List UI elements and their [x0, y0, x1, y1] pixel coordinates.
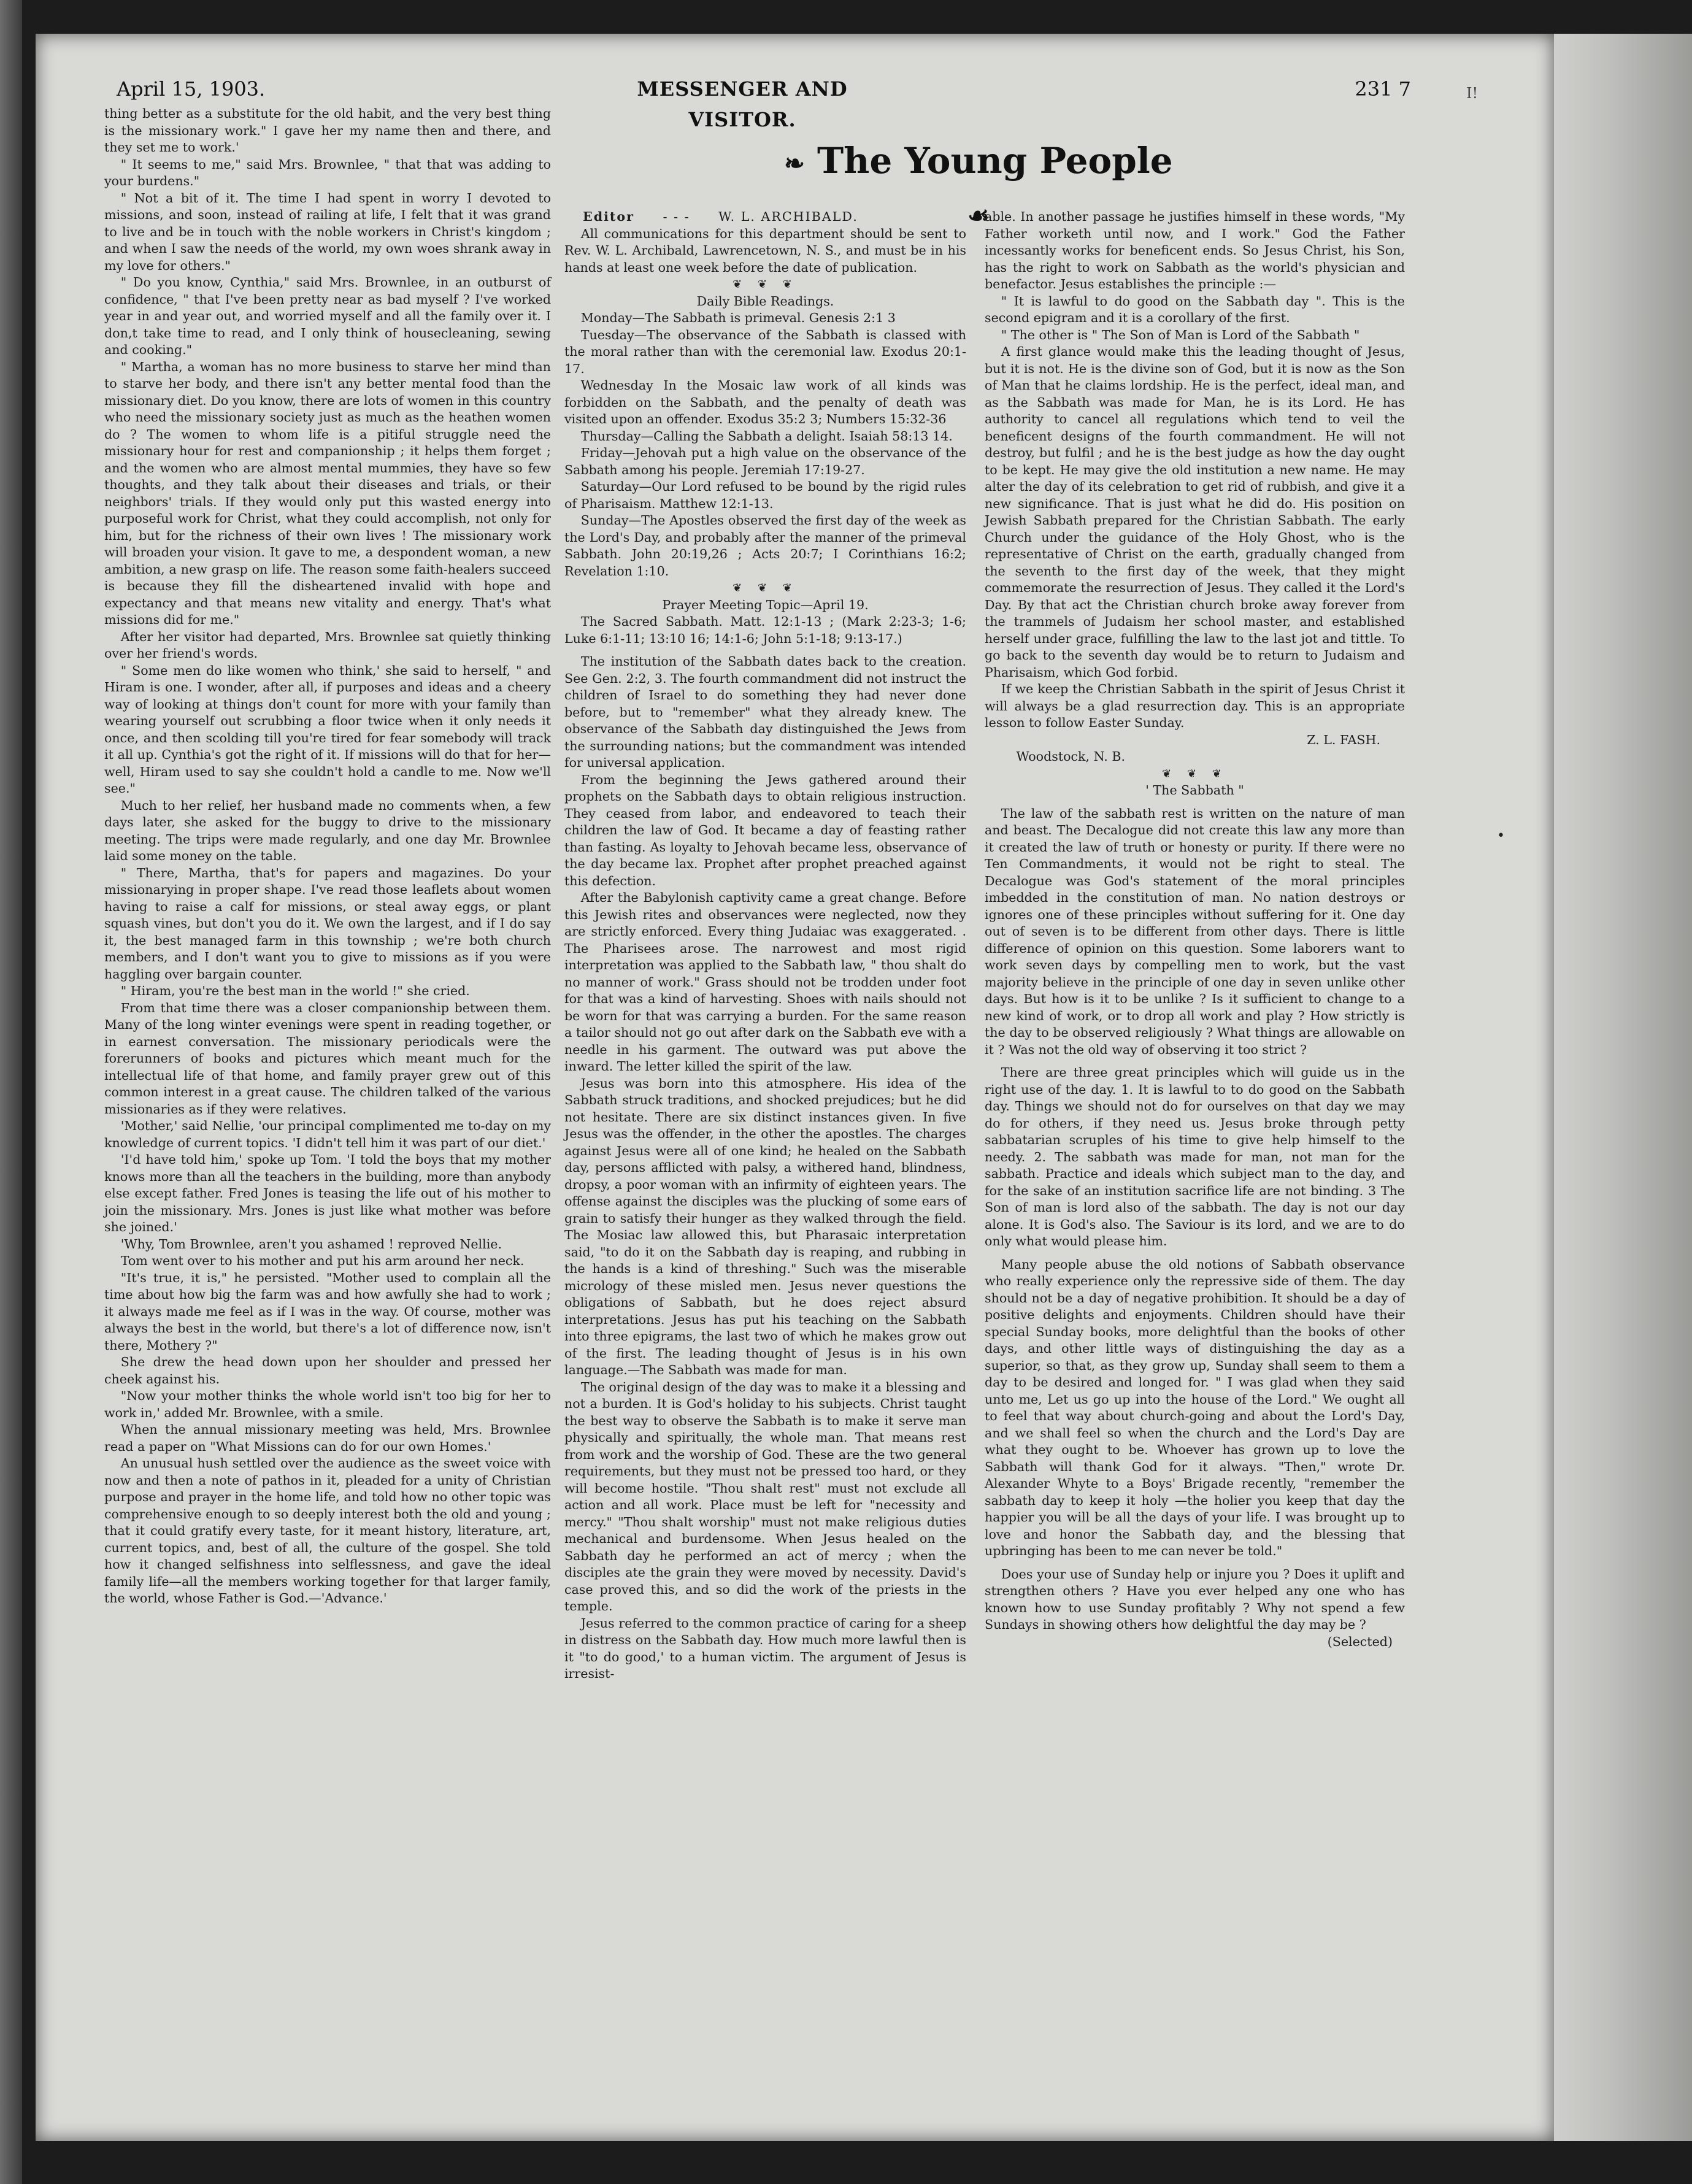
daily-reading-item: Monday—The Sabbath is primeval. Genesis 2:1 3 — [580, 310, 896, 325]
dingbat-divider: ❦ ❦ ❦ — [1162, 767, 1228, 780]
story-paragraph: Much to her relief, her husband made no comments when, a few days later, she asked for the buggy to drive to the missionary meeting. The trips were made regularly, and one day Mr. Brownlee laid some money on the table. — [104, 798, 551, 863]
editor-name: W. L. ARCHIBALD. — [718, 209, 858, 224]
story-paragraph: " Martha, a woman has no more business to starve her mind than to starve her body, and there isn't any better mental food than the missionary diet. Do you know, there are lots of women in this country who need the missionary society just as much as the heathen women do ? The women to whom life is a pitiful struggle need the missionary hour for rest and companionship ; it helps them forget ; and the women who are almost mental mummies, they have so few thoughts, and they talk about their diseases and trials, or their neighbors' trials. If they would only put this wasted energy into purposeful work for Christ, what they could accomplish, not only for him, but for the richness of their own lives ! The missionary work will broaden your vision. It gave to me, a despondent woman, a new ambition, a new grasp on life. The reason some faith-healers succeed is because they fill the disheartened invalid with hope and expectancy and that means new vitality and energy. That's what missions did for me." — [104, 359, 551, 627]
fleuron-right-icon: ☙ — [967, 201, 990, 230]
column-2 — [564, 209, 966, 1683]
prayer-meeting-title: Prayer Meeting Topic—April 19. — [662, 597, 869, 612]
editor-label: Editor — [583, 209, 635, 224]
daily-reading-item: Saturday—Our Lord refused to be bound by the rigid rules of Pharisaism. Matthew 12:1-13. — [564, 479, 966, 511]
article-paragraph: able. In another passage he justifies himself in these words, "My Father worketh until now, and I work." God the Father incessantly works for beneficent ends. So Jesus Christ, his Son, has the right to work on Sabbath as the world's physician and benefactor. Jesus establishes the principle :— — [985, 209, 1405, 291]
daily-reading-item: Wednesday In the Mosaic law work of all kinds was forbidden on the Sabbath, and the penalty of death was visited upon an offender. Exodus 35:2 3; Numbers 15:32-36 — [564, 378, 966, 426]
story-paragraph: 'I'd have told him,' spoke up Tom. 'I told the boys that my mother knows more than all the teachers in the building, more than anybody else except father. Fred Jones is teasing the life out of his mother to join the missionary. Mrs. Jones is just like what mother was before she joined.' — [104, 1152, 551, 1234]
story-paragraph: thing better as a substitute for the old habit, and the very best thing is the missionary work." I gave her my name then and there, and they set me to work.' — [104, 106, 551, 155]
daily-readings-title: Daily Bible Readings. — [696, 293, 834, 309]
article-paragraph: The law of the sabbath rest is written on the nature of man and beast. The Decalogue did not create this law any more than it created the law of truth or honesty or purity. If there were no Ten Commandments, it would not be right to steal. The Decalogue was God's statement of the moral principles imbedded in the constitution of man. No nation destroys or ignores one of these principles without suffering for it. One day out of seven is to be different from other days. There is little difference of opinion on this question. Some laborers want to work seven days by compelling men to work, but the vast majority believe in the principle of one day in seven unlike other days. But how is it to be unlike ? Is it sufficient to change to a new kind of work, or to drop all work and play ? How strictly is the day to be observed religiously ? What things are allowable on it ? Was not the old way of observing it too strict ? — [985, 806, 1405, 1057]
scan-left-edge — [0, 0, 22, 2184]
section-title-text: The Young People — [817, 140, 1173, 182]
story-paragraph: " Some men do like women who think,' she said to herself, " and Hiram is one. I wonder, after all, if purposes and ideas and a cheery way of looking at things don't count for more with your family than wearing yourself out scrubbing a floor twice when it only needs it once, and then scolding till you're tired for fear somebody will track it all up. Cynthia's got the right of it. If missions will do that for her—well, Hiram used to say she couldn't hold a candle to me. Now we'll see." — [104, 663, 551, 796]
story-paragraph: When the annual missionary meeting was held, Mrs. Brownlee read a paper on "What Missions can do for our own Homes.' — [104, 1422, 551, 1454]
article-paragraph: The institution of the Sabbath dates back to the creation. See Gen. 2:2, 3. The fourth commandment did not instruct the children of Israel to do something they had never done before, but to "remember" what they already knew. The observance of the Sabbath day distinguished the Jews from the surrounding nations; but the commandment was intended for universal application. — [564, 654, 966, 770]
daily-reading-item: Sunday—The Apostles observed the first day of the week as the Lord's Day, and probably after the manner of the primeval Sabbath. John 20:19,26 ; Acts 20:7; I Corinthians 16:2; Revelation 1:10. — [564, 513, 966, 579]
page-right-edge — [1554, 34, 1692, 2141]
header-masthead: MESSENGER AND VISITOR. — [637, 77, 848, 131]
editor-note: All communications for this department should be sent to Rev. W. L. Archibald, Lawrencetown, N. S., and must be in his hands at least one week before the date of publication. — [564, 226, 966, 275]
story-paragraph: " Hiram, you're the best man in the world !" she cried. — [120, 983, 470, 998]
story-paragraph: From that time there was a closer companionship between them. Many of the long winter evenings were spent in reading together, or in earnest conversation. The missionary periodicals were the forerunners of books and pictures which meant much for the intellectual life of that home, and family prayer grew out of this common interest in a great cause. The children talked of the various missionaries as if they were relatives. — [104, 1000, 551, 1117]
dingbat-divider: ❦ ❦ ❦ — [733, 582, 798, 594]
article-paragraph: Jesus was born into this atmosphere. His idea of the Sabbath struck traditions, and shocked prejudices; but he did not hesitate. There are six distinct instances given. In five Jesus was the offender, in the other the apostles. The charges against Jesus were all of one kind; he healed on the Sabbath day, persons afflicted with palsy, a withered hand, blindness, dropsy, a poor woman with an infirmity of eighteen years. The offense against the disciples was the plucking of some ears of grain to satisfy their hunger as they walked through the field. The Mosiac law allowed this, but Pharasaic interpretation said, "to do it on the Sabbath day is reaping, and rubbing in the hands is a kind of threshing." Such was the miserable micrology of these misled men. Jesus never questions the obligations of Sabbath, but he does reject absurd interpretations. Jesus has put his teaching on the Sabbath into three epigrams, the last two of which he makes grow out of the first. The leading thought of Jesus is in his own language.—The Sabbath was made for man. — [564, 1075, 966, 1377]
article-paragraph: Many people abuse the old notions of Sabbath observance who really experience only the repressive side of them. The day should not be a day of negative prohibition. It should be a day of positive delights and enjoyments. Children should have their special Sunday books, more delightful than the books of other days, and other little ways of distinguishing the day as a superior, so that, as they grow up, Sunday shall seem to them a day to be desired and longed for. " I was glad when they said unto me, Let us go up into the house of the Lord." We ought all to feel that way about church-going and about the Lord's Day, and we shall feel so when the church and the Lord's Day are what they ought to be. Whoever has grown up to love the Sabbath will thank God for it always. "Then," wrote Dr. Alexander Whyte to a Boys' Brigade recently, "remember the sabbath day to keep it holy —the holier you keep that day the happier you will be all the days of your life. I was brought up to love and honor the Sabbath day, and the blessing that upbringing has been to me can never be told." — [985, 1256, 1405, 1558]
prayer-meeting-topic: The Sacred Sabbath. Matt. 12:1-13 ; (Mark 2:23-3; 1-6; Luke 6:1-11; 13:10 16; 14:1-6; John 5:1-18; 9:13-17.) — [564, 614, 966, 646]
story-paragraph: 'Mother,' said Nellie, 'our principal complimented me to-day on my knowledge of current topics. 'I didn't tell him it was part of our diet.' — [104, 1118, 551, 1150]
header-date: April 15, 1903. — [117, 77, 266, 101]
article-paragraph: Does your use of Sunday help or injure you ? Does it uplift and strengthen others ? Have you ever helped any one who has known how to use Sunday profitably ? Why not spend a few Sundays in showing others how delightful the day may be ? — [985, 1566, 1405, 1632]
daily-reading-item: Tuesday—The observance of the Sabbath is classed with the moral rather than with the ceremonial law. Exodus 20:1-17. — [564, 327, 966, 376]
story-paragraph: " Not a bit of it. The time I had spent in worry I devoted to missions, and soon, instead of railing at life, I felt that it was grand to live and be in touch with the noble workers in Christ's kingdom ; and when I saw the needs of the world, my own woes shrank away in my love for others." — [104, 190, 551, 273]
article-signature: Z. L. FASH. — [1307, 732, 1380, 747]
story-paragraph: Tom went over to his mother and put his arm around her neck. — [120, 1253, 525, 1268]
margin-mark: I! — [1466, 85, 1479, 102]
article-paragraph: There are three great principles which will guide us in the right use of the day. 1. It is lawful to to do good on the Sabbath day. Things we should not do for ourselves on that day we may do for others, if they need us. Jesus broke through petty sabbatarian scruples of his time to give help himself to the needy. 2. The sabbath was made for man, not man for the sabbath. Practice and ideals which subject man to the day, and for the sake of an institution sacrifice life are not binding. 3 The Son of man is lord also of the sabbath. The day is not our day alone. It is God's also. The Saviour is its lord, and we are to do only what would please him. — [985, 1065, 1405, 1248]
daily-reading-item: Friday—Jehovah put a high value on the observance of the Sabbath among his people. Jeremiah 17:19-27. — [564, 445, 966, 477]
selected-credit: (Selected) — [1327, 1634, 1393, 1649]
article-paragraph: " It is lawful to do good on the Sabbath day ". This is the second epigram and it is a corollary of the first. — [985, 293, 1405, 325]
story-paragraph: "It's true, it is," he persisted. "Mother used to complain all the time about how big the farm was and how awfully she had to work ; it always made me feel as if I was in the way. Of course, mother was always the best in the world, but there's a lot of difference now, isn't there, Mothery ?" — [104, 1270, 551, 1353]
story-paragraph: An unusual hush settled over the audience as the sweet voice with now and then a note of pathos in it, pleaded for a unity of Christian purpose and prayer in the home life, and told how no other topic was comprehensive enough to so deeply interest both the old and young ; that it could gratify every taste, for it meant history, literature, art, current topics, and, best of all, the culture of the gospel. She told how it changed selfishness into selflessness, and gave the ideal family life—all the members working together for that larger family, the world, whose Father is God.—'Advance.' — [104, 1456, 551, 1605]
header-page-number: 231 7 — [1355, 77, 1411, 101]
article-paragraph: From the beginning the Jews gathered around their prophets on the Sabbath days to obtain religious instruction. They ceased from labor, and endeavored to teach their children the law of God. It became a day of feasting rather than fasting. As loyalty to Jehovah became less, observance of the day became lax. Prophet after prophet preached against this defection. — [564, 772, 966, 888]
dingbat-divider: ❦ ❦ ❦ — [733, 278, 798, 291]
article-2-title: ' The Sabbath " — [1145, 783, 1244, 798]
article-paragraph: After the Babylonish captivity came a great change. Before this Jewish rites and observances were neglected, now they are strictly enforced. Every thing Judaiac was exaggerated. . The Pharisees arose. The narrowest and most rigid interpretation was applied to the Sabbath law, " thou shalt do no manner of work." Grass should not be trodden under foot for that was a kind of harvesting. Shoes with nails should not be worn for that was carrying a burden. For the same reason a tailor should not go out after dark on the Sabbath eve with a needle in his garment. The outward was put above the inward. The letter killed the spirit of the law. — [564, 890, 966, 1074]
daily-readings-list — [564, 310, 966, 580]
article-paragraph: If we keep the Christian Sabbath in the spirit of Jesus Christ it will always be a glad resurrection day. This is an appropriate lesson to follow Easter Sunday. — [985, 682, 1405, 730]
article-paragraph: Jesus referred to the common practice of caring for a sheep in distress on the Sabbath day. How much more lawful then is it "to do good,' to a human victim. The argument of Jesus is irresist- — [564, 1615, 966, 1681]
sabbath-article-continuation — [985, 209, 1405, 732]
story-paragraph: " Do you know, Cynthia," said Mrs. Brownlee, in an outburst of confidence, " that I've been pretty near as bad myself ? I've worked year in and year out, and worried myself and all the family over it. I don,t take time to read, and I only think of housecleaning, sewing and cooking." — [104, 275, 551, 357]
fleuron-left-icon: ❧ — [784, 149, 805, 178]
editor-dashes: - - - — [663, 209, 690, 224]
story-paragraph: She drew the head down upon her shoulder and pressed her cheek against his. — [104, 1355, 551, 1386]
daily-reading-item: Thursday—Calling the Sabbath a delight. Isaiah 58:13 14. — [580, 428, 953, 444]
article-place: Woodstock, N. B. — [1016, 749, 1126, 764]
column-3 — [985, 209, 1405, 1650]
article-paragraph: " The other is " The Son of Man is Lord of the Sabbath " — [1001, 327, 1360, 342]
article-paragraph: The original design of the day was to make it a blessing and not a burden. It is God's holiday to his subjects. Christ taught the best way to observe the Sabbath is to make it serve man physically and spiritually, the whole man. That means rest from work and the worship of God. These are the two general requirements, but they must not be pressed too hard, or they will become hostile. "Thou shalt rest" must not exclude all action and all work. Place must be left for "necessity and mercy." "Thou shalt worship" must not make religious duties mechanical and burdensome. When Jesus healed on the Sabbath day he performed an act of mercy ; when the disciples ate the grain they were moved by necessity. David's case proved this, and so did the work of the priests in the temple. — [564, 1379, 966, 1613]
edge-mark: • — [1497, 828, 1505, 844]
editor-line — [564, 209, 966, 226]
article-paragraph: A first glance would make this the leading thought of Jesus, but it is not. He is the divine son of God, but it is now as the Son of Man that he claims lordship. He is the perfect, ideal man, and as the Sabbath was made for Man, he is its Lord. He has authority to cancel all regulations which tend to veil the beneficent designs of the fourth commandment. He will not destroy, but fulfil ; and he is the best judge as how the day ought to be kept. He may give the old institution a new name. He may alter the day of its celebration to get rid of rubbish, and give it a new significance. That is just what he did do. His position on Jewish Sabbath prepared for the Christian Sabbath. The early Church under the guidance of the Holy Ghost, who is the representative of Christ on the earth, gradually changed from the seventh to the first day of the week, that they might commemorate the resurrection of Jesus. They called it the Lord's Day. By that act the Christian church broke away forever from the trammels of Judaism her school master, and established herself under grace, fulfilling the law to the last jot and tittle. To go back to the seventh day would be to return to Judaism and Pharisaism, which God forbid. — [985, 344, 1405, 680]
story-paragraph: "Now your mother thinks the whole world isn't too big for her to work in,' added Mr. Brownlee, with a smile. — [104, 1388, 551, 1420]
story-paragraph: 'Why, Tom Brownlee, aren't you ashamed ! reproved Nellie. — [120, 1236, 502, 1252]
sabbath-article-body — [564, 653, 966, 1683]
story-paragraph: " There, Martha, that's for papers and magazines. Do your missionarying in proper shape. I've read those leaflets about women having to raise a calf for missions, or steal away eggs, or plant squash vines, but don't you do it. We own the largest, and if I do say it, the best managed farm in this township ; we're both church members, and I don't want you to give to missions as if you were haggling over bargain counter. — [104, 865, 551, 982]
the-sabbath-article-body — [985, 806, 1405, 1634]
column-1-story — [104, 106, 551, 1793]
story-paragraph: After her visitor had departed, Mrs. Brownlee sat quietly thinking over her friend's words. — [104, 629, 551, 661]
story-paragraph: " It seems to me," said Mrs. Brownlee, " that that was adding to your burdens." — [104, 156, 551, 188]
